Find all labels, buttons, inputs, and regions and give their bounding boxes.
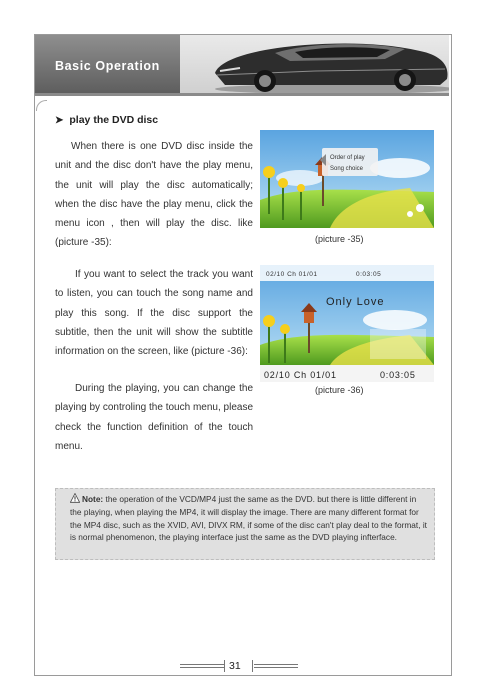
picture-36 — [260, 265, 434, 382]
bottom-time-info: 0:03:05 — [380, 370, 416, 380]
warning-icon — [70, 493, 80, 503]
note-box — [55, 488, 435, 560]
top-track-info: 02/10 Ch 01/01 — [266, 271, 318, 278]
header-title: Basic Operation — [55, 59, 160, 73]
page-number-footer — [180, 658, 300, 674]
note-label: Note: — [82, 494, 104, 504]
header-rule — [35, 93, 449, 96]
paragraph-2: If you want to select the track you want to listen, you can touch the song name and play this song. If the disc support the subtitle, then the unit will show the subtitle information on the screen, like (picture -36): — [55, 269, 253, 358]
footer-line-right-2 — [254, 667, 298, 668]
paragraph-1: When there is one DVD disc inside the unit and the disc don't have the play menu, the unit will play the disc automatically; when the disc have the play menu, click the menu icon , then will play the disc. like (picture -35): — [55, 141, 253, 249]
car-image — [195, 35, 449, 93]
section-heading-text: play the DVD disc — [69, 114, 159, 126]
picture-35 — [260, 130, 434, 228]
subtitle-text: Only Love — [326, 296, 385, 308]
footer-line-right — [254, 664, 298, 665]
top-time-info: 0:03:05 — [356, 271, 382, 278]
caption-picture-35: (picture -35) — [315, 234, 364, 244]
footer-line-left — [180, 664, 224, 665]
paragraph-3: During the playing, you can change the playing by controling the touch menu, please check the function definition of the touch menu. — [55, 383, 253, 452]
footer-bar-left — [224, 660, 225, 672]
page-header — [35, 35, 449, 93]
section-heading — [55, 114, 158, 126]
note-text: the operation of the VCD/MP4 just the same as the DVD. but there is little different in the playing, when playing the MP4, it will display the image. There are many different format for the MP4 disc, such as the XVID, AVI, DIVX RM, if some of the disc can't play deal to the format, it is normal phenomenon, the playing interface just the same as the DVD playing infterface. — [70, 494, 427, 543]
menu-order-of-play[interactable]: Order of play — [330, 155, 365, 161]
page-number: 31 — [229, 660, 241, 672]
footer-line-left-2 — [180, 667, 224, 668]
bottom-track-info: 02/10 Ch 01/01 — [264, 370, 337, 380]
arrow-bullet-icon: ➤ — [55, 115, 64, 126]
menu-song-choice[interactable]: Song choice — [330, 166, 364, 172]
footer-bar-right — [252, 660, 253, 672]
caption-picture-36: (picture -36) — [315, 385, 364, 395]
